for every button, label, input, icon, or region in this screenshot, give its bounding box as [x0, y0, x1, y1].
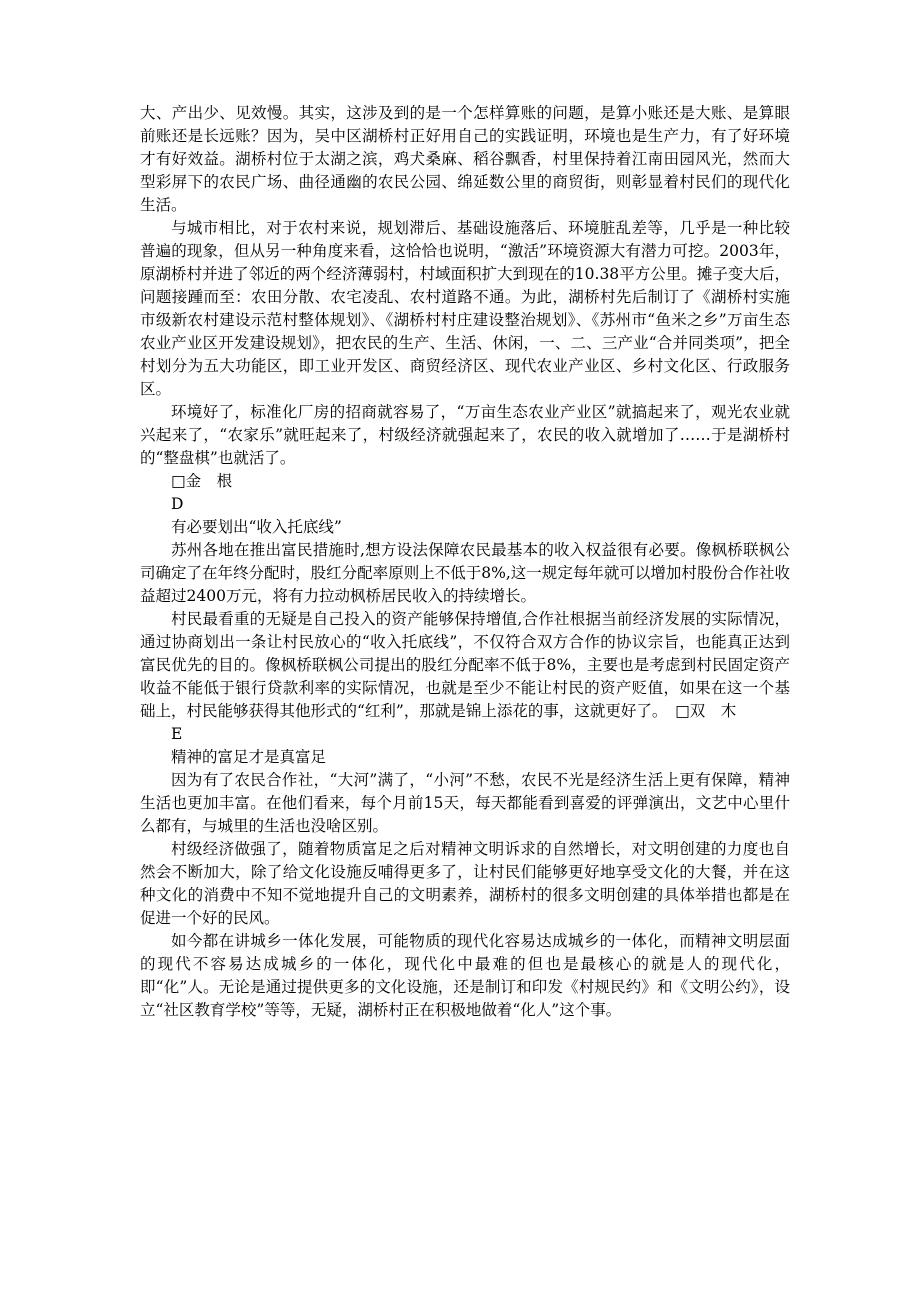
paragraph-continued: 大、产出少、见效慢。其实，这涉及到的是一个怎样算账的问题，是算小账还是大账、是算眼前账还是长远账？因为，吴中区湖桥村正好用自己的实践证明，环境也是生产力，有了好环境才有好效益。湖桥村位于太湖之滨，鸡犬桑麻、稻谷飘香，村里保持着江南田园风光，然而大型彩屏下的农民广场、曲径通幽的农民公园、绵延数公里的商贸街，则彰显着村民们的现代化生活。	[140, 104, 790, 214]
section-heading-d: 有必要划出“收入托底线”	[171, 518, 342, 536]
paragraph-asset-value: 村民最看重的无疑是自己投入的资产能够保持增值,合作社根据当前经济发展的实际情况，通过协商划出一条让村民放心的“收入托底线”，不仅符合双方合作的协议宗旨，也能真正达到富民优先的目的。像枫桥联枫公司提出的股红分配率不低于8%，主要也是考虑到村民固定资产收益不能低于银行贷款利率的实际情况，也就是至少不能让村民的资产贬值，如果在这一个基础上，村民能够获得其他形式的“红利”，那就是锦上添花的事，这就更好了。 □双 木	[140, 610, 790, 720]
paragraph-civilization: 村级经济做强了，随着物质富足之后对精神文明诉求的自然增长，对文明创建的力度也自然会不断加大，除了给文化设施反哺得更多了，让村民们能够更好地享受文化的大餐，并在这种文化的消费中不知不觉地提升自己的文明素养，湖桥村的很多文明创建的具体举措也都是在促进一个好的民风。	[140, 840, 790, 927]
section-heading-e: 精神的富足才是真富足	[171, 748, 327, 766]
section-label-d: D	[171, 495, 184, 513]
author-signature-jin-gen: □金 根	[171, 472, 233, 490]
paragraph-planning: 与城市相比，对于农村来说，规划滞后、基础设施落后、环境脏乱差等，几乎是一种比较普遍的现象，但从另一种角度来看，这恰恰也说明，“激活”环境资源大有潜力可挖。2003年，原湖桥村并进了邻近的两个经济薄弱村，村域面积扩大到现在的10.38平方公里。摊子变大后，问题接踵而至：农田分散、农宅凌乱、农村道路不通。为此，湖桥村先后制订了《湖桥村实施市级新农村建设示范村整体规划》、《湖桥村村庄建设整治规划》、《苏州市“鱼米之乡”万亩生态农业产业区开发建设规划》，把农民的生产、生活、休闲，一、二、三产业“合并同类项”，把全村划分为五大功能区，即工业开发区、商贸经济区、现代农业产业区、乡村文化区、行政服务区。	[140, 219, 790, 398]
paragraph-cooperative: 因为有了农民合作社，“大河”满了，“小河”不愁，农民不光是经济生活上更有保障，精神生活也更加丰富。在他们看来，每个月前15天，每天都能看到喜爱的评弹演出，文艺中心里什么都有，与城里的生活也没啥区别。	[140, 771, 790, 835]
article-body	[140, 102, 790, 1022]
section-label-e: E	[171, 725, 183, 743]
paragraph-modernization: 如今都在讲城乡一体化发展，可能物质的现代化容易达成城乡的一体化，而精神文明层面的现代不容易达成城乡的一体化，现代化中最难的但也是最核心的就是人的现代化，即“化”人。无论是通过提供更多的文化设施，还是制订和印发《村规民约》和《文明公约》，设立“社区教育学校”等等，无疑，湖桥村正在积极地做着“化人”这个事。	[140, 932, 790, 1019]
paragraph-income-baseline: 苏州各地在推出富民措施时,想方设法保障农民最基本的收入权益很有必要。像枫桥联枫公司确定了在年终分配时，股红分配率原则上不低于8%,这一规定每年就可以增加村股份合作社收益超过2400万元，将有力拉动枫桥居民收入的持续增长。	[140, 541, 790, 605]
paragraph-environment: 环境好了，标准化厂房的招商就容易了，“万亩生态农业产业区”就搞起来了，观光农业就兴起来了，“农家乐”就旺起来了，村级经济就强起来了，农民的收入就增加了……于是湖桥村的“整盘棋”也就活了。	[140, 403, 790, 467]
